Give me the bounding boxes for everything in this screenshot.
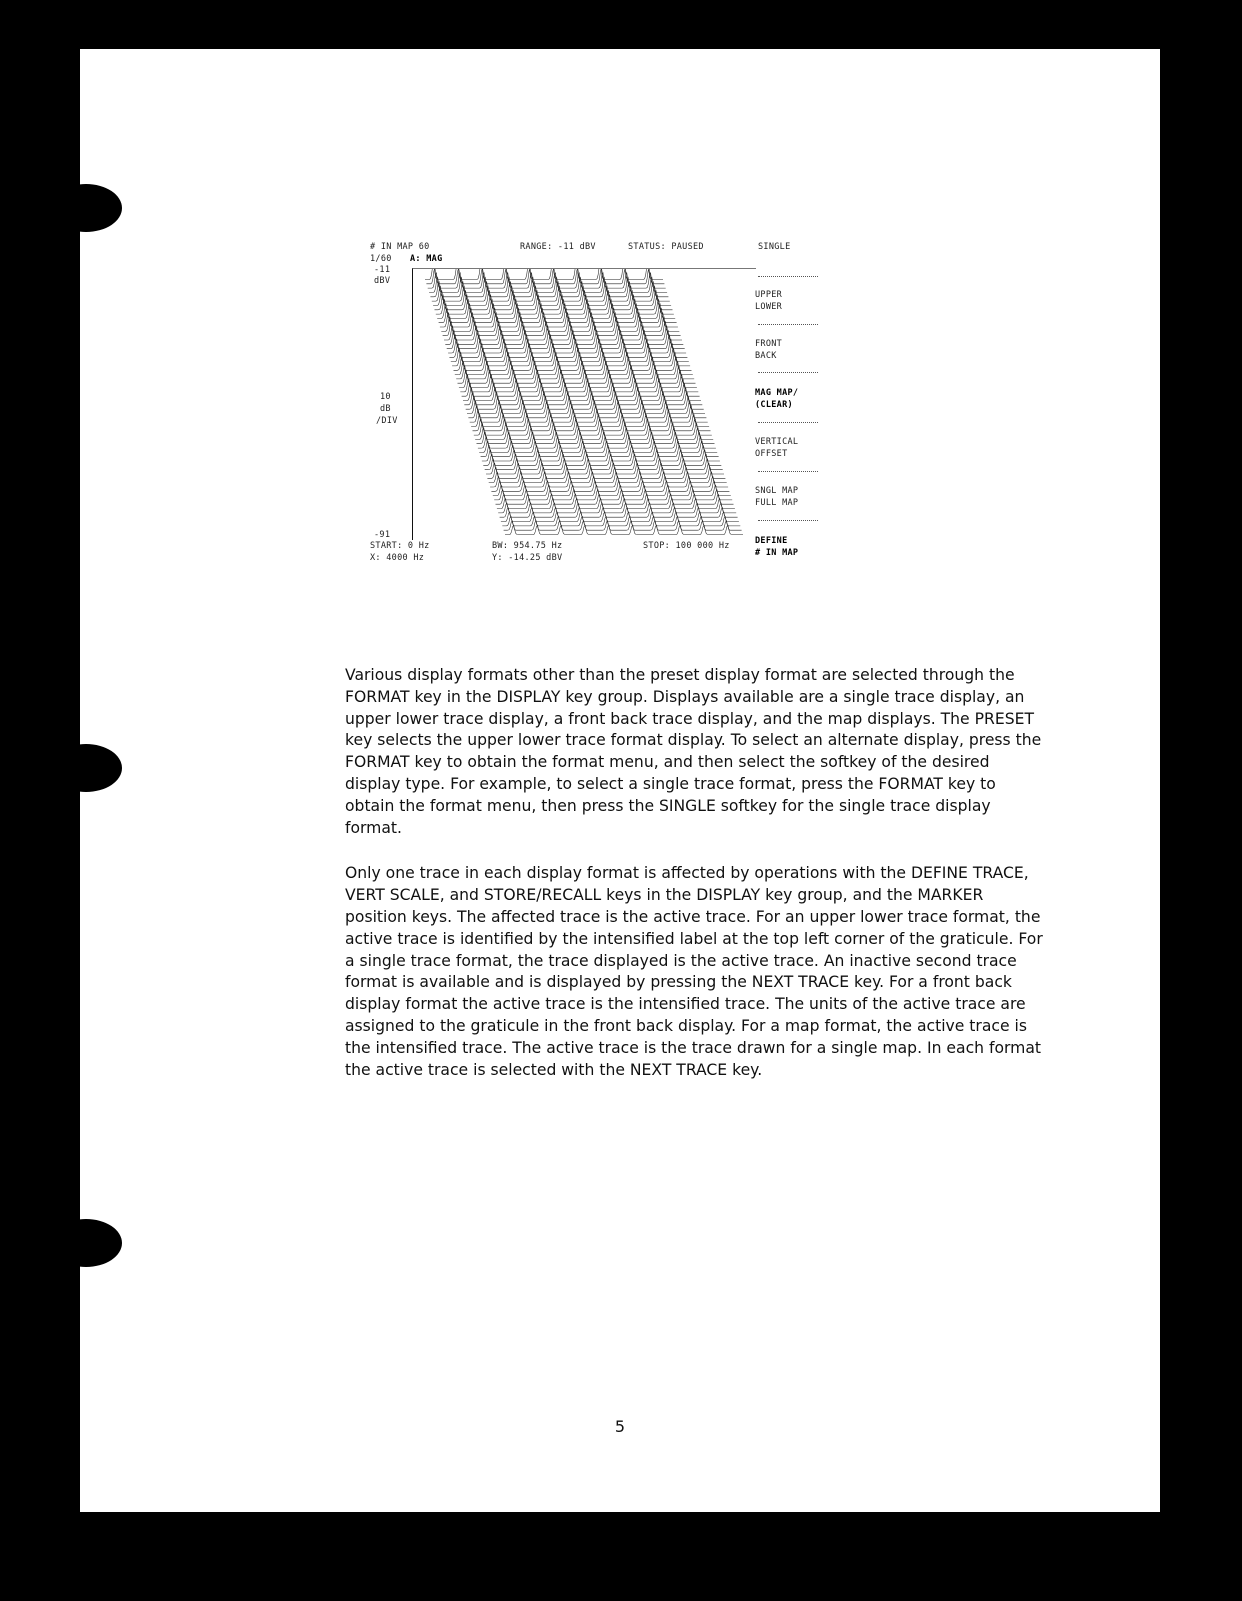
softkey-label: # IN MAP <box>755 548 799 558</box>
map-trace <box>487 468 725 479</box>
y-top-unit: dBV <box>374 276 391 286</box>
map-trace <box>486 463 724 474</box>
map-trace <box>502 516 740 526</box>
map-trace <box>478 437 716 448</box>
trace-count: 1/60 <box>370 254 392 264</box>
binder-hole <box>80 744 122 792</box>
marker-x-readout: X: 4000 Hz <box>370 553 425 563</box>
softkey-divider <box>758 471 818 472</box>
map-trace <box>463 388 701 401</box>
softkey-label: SNGL MAP <box>755 486 799 496</box>
map-trace <box>497 499 735 509</box>
softkey-divider <box>758 324 818 325</box>
softkey-divider <box>758 520 818 521</box>
map-trace <box>482 450 720 461</box>
softkey-upper-lower[interactable] <box>755 289 817 313</box>
softkey-label: FRONT <box>755 339 783 349</box>
body-text <box>345 665 1045 1105</box>
map-trace <box>477 432 715 443</box>
start-frequency: START: 0 Hz <box>370 541 430 551</box>
map-trace <box>473 419 711 431</box>
map-trace <box>479 441 717 452</box>
softkey-label: BACK <box>755 351 777 361</box>
softkey-label: FULL MAP <box>755 498 799 508</box>
softkey-divider <box>758 276 818 277</box>
softkey-front-back[interactable] <box>755 338 817 362</box>
softkey-label: MAG MAP/ <box>755 388 799 398</box>
softkey-label: VERTICAL <box>755 437 799 447</box>
softkey-label: DEFINE <box>755 536 788 546</box>
status-readout: STATUS: PAUSED <box>628 242 704 252</box>
softkey-label: UPPER <box>755 290 783 300</box>
softkey-define-in-map[interactable] <box>755 535 817 559</box>
display-mode: SINGLE <box>758 242 791 252</box>
analyzer-screen-figure <box>370 242 840 612</box>
paragraph: Only one trace in each display format is affected by operations with the DEFINE TRACE, VERT SCALE, and STORE/RECALL keys in the DISPLAY key group, and the MARKER position keys. The affected trace is the active trace. For an upper lower trace format, the active trace is identified by the intensified label at the top left corner of the graticule. For a single trace format, the trace displayed is the active trace. An inactive second trace format is available and is displayed by pressing the NEXT TRACE key. For a front back display format the active trace is the intensified trace. The units of the active trace are assigned to the graticule in the front back display. For a map format, the active trace is the intensified trace. The active trace is the trace drawn for a single map. In each format the active trace is selected with the NEXT TRACE key. <box>345 864 1043 1079</box>
marker-y-readout: Y: -14.25 dBV <box>492 553 563 563</box>
map-trace <box>471 415 709 427</box>
map-trace <box>504 521 742 530</box>
range-readout: RANGE: -11 dBV <box>520 242 596 252</box>
trace-label: A: MAG <box>410 254 443 264</box>
binder-hole <box>80 184 122 232</box>
softkey-label: LOWER <box>755 302 783 312</box>
softkey-label: OFFSET <box>755 449 788 459</box>
map-trace <box>481 446 719 457</box>
scale-unit: dB <box>380 404 391 414</box>
map-trace <box>474 423 712 435</box>
map-trace <box>500 508 738 518</box>
y-bottom-value: -91 <box>374 530 391 540</box>
y-top-value: -11 <box>374 265 391 275</box>
map-trace <box>498 503 736 513</box>
page-number: 5 <box>614 1417 626 1436</box>
softkey-mag-map[interactable] <box>755 387 817 411</box>
softkey-divider <box>758 372 818 373</box>
softkey-sngl-full-map[interactable] <box>755 485 817 509</box>
softkey-divider <box>758 422 818 423</box>
map-trace <box>505 525 743 534</box>
map-trace <box>485 459 723 470</box>
scale-value: 10 <box>380 392 391 402</box>
bandwidth: BW: 954.75 Hz <box>492 541 563 551</box>
waterfall-traces <box>413 269 756 540</box>
waterfall-map-plot <box>412 268 756 540</box>
binder-hole <box>80 1219 122 1267</box>
map-trace <box>501 512 739 522</box>
map-trace <box>475 428 713 440</box>
softkey-label: (CLEAR) <box>755 400 793 410</box>
document-page <box>80 49 1160 1512</box>
in-map-count: # IN MAP 60 <box>370 242 430 252</box>
map-trace <box>483 454 721 465</box>
softkey-vertical-offset[interactable] <box>755 436 817 460</box>
scale-per-div: /DIV <box>376 416 398 426</box>
paragraph: Various display formats other than the preset display format are selected through the FORMAT key in the DISPLAY key group. Displays available are a single trace display, an upper lower trace display, a front back trace display, and the map displays. The PRESET key selects the upper lower trace format display. To select an alternate display, press the FORMAT key to obtain the format menu, and then select the softkey of the desired display type. For example, to select a single trace format, press the FORMAT key to obtain the format menu, then press the SINGLE softkey for the single trace display format. <box>345 666 1042 837</box>
map-trace <box>466 397 704 409</box>
stop-frequency: STOP: 100 000 Hz <box>643 541 730 551</box>
map-trace <box>489 472 727 483</box>
